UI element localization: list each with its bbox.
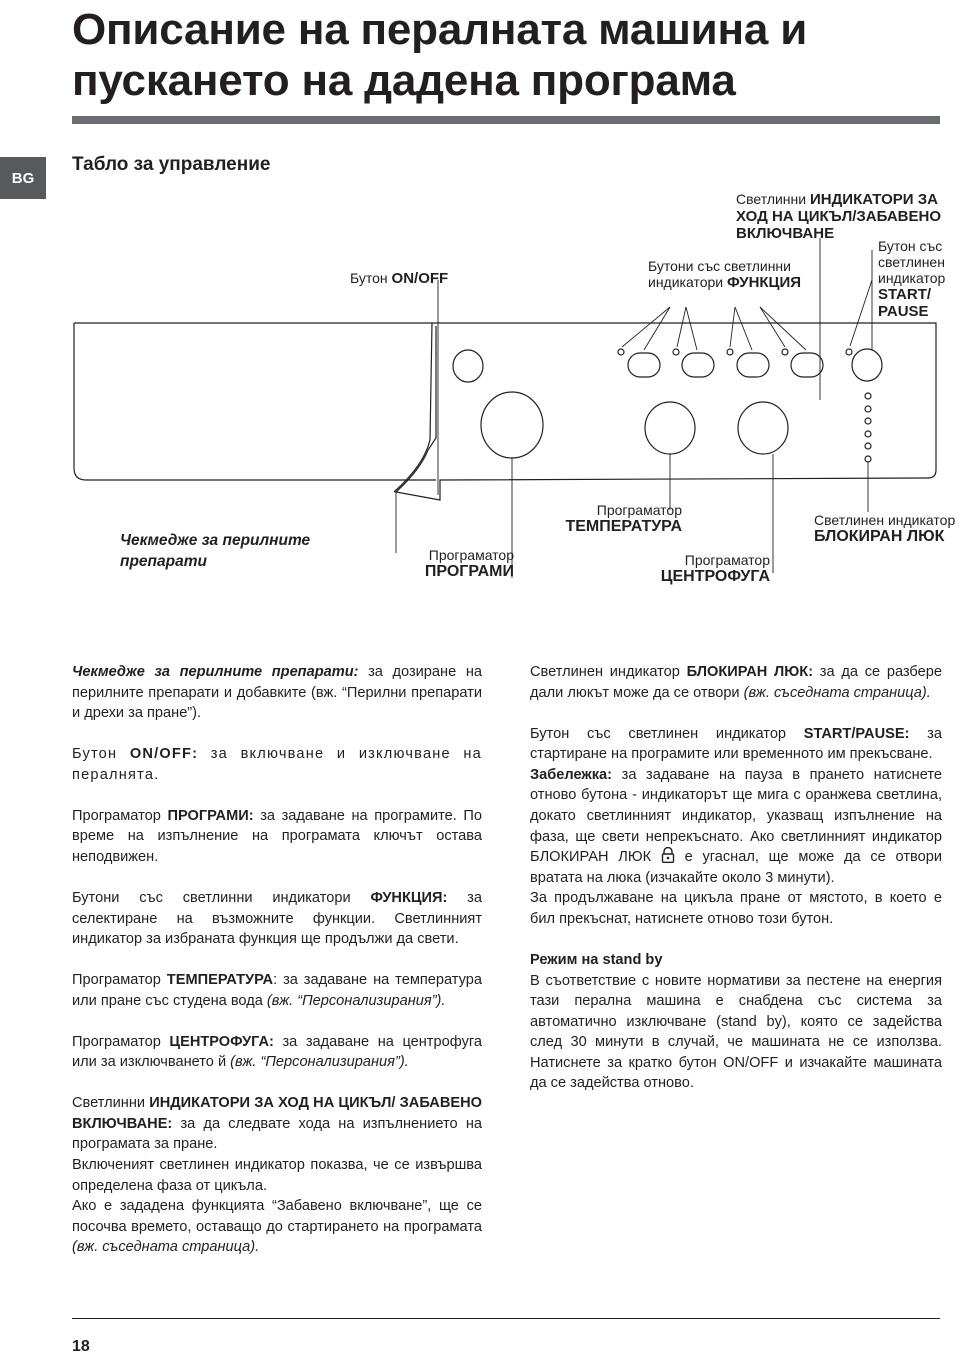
label-indicators: Светлинни ИНДИКАТОРИ ЗА ХОД НА ЦИКЪЛ/ЗАБАВЕНО ВКЛЮЧВАНЕ: [736, 191, 942, 242]
temperature-knob-shape: [645, 402, 695, 454]
paragraph-indicators: Светлинни ИНДИКАТОРИ ЗА ХОД НА ЦИКЪЛ/ ЗАБАВЕНО ВКЛЮЧВАНЕ: за да следвате хода на изпълнението на програмата за пране.: [72, 1095, 482, 1153]
paragraph-indicators-2: Включеният светлинен индикатор показва, че се извършва определена фаза от цикъла.: [72, 1157, 482, 1194]
paragraph-programs: Програматор ПРОГРАМИ: за задаване на програмите. По време на изпълнение на програмата ключът остава неподвижен.: [72, 807, 483, 865]
label-onoff: Бутон ON/OFF: [350, 270, 449, 287]
page-title: Описание на пералната машина и пускането на дадена програма: [72, 5, 808, 105]
paragraph-door-lock: Светлинен индикатор БЛОКИРАН ЛЮК: за да се разбере дали люкът може да се отвори (вж. съседната страница).: [530, 664, 942, 701]
spin-knob-shape: [738, 402, 788, 454]
standby-title: Режим на stand by: [530, 951, 663, 968]
panel-outline: [74, 323, 936, 500]
paragraph-indicators-3: Ако е зададена функцията “Забавено включване”, ще се посочва времето, оставащо до стартирането на програмата (вж. съседната страница).: [72, 1198, 482, 1256]
label-door-lock: Светлинен индикатор БЛОКИРАН ЛЮК: [814, 512, 956, 545]
paragraph-function: Бутони със светлинни индикатори ФУНКЦИЯ: за селектиране на възможните функции. Светлинният индикатор за избраната функция ще продължи да свети.: [72, 889, 482, 948]
paragraph-resume: За продължаване на цикъла пране от мястото, в което е бил прекъснат, натиснете отново този бутон.: [530, 890, 942, 927]
function-button-1: [628, 353, 660, 377]
programs-knob-shape: [481, 392, 543, 458]
paragraph-onoff: Бутон ON/OFF: за включване и изключване на пералнята.: [72, 746, 482, 783]
lock-icon: [661, 847, 675, 863]
label-spin: Програматор ЦЕНТРОФУГА: [660, 552, 770, 585]
label-function: Бутони със светлинни индикатори ФУНКЦИЯ: [648, 258, 802, 291]
language-tab: BG: [0, 157, 46, 199]
function-led-3: [727, 349, 733, 355]
paragraph-temperature: Програматор ТЕМПЕРАТУРА: за задаване на температура или пране със студена вода (вж. “Персонализирания”).: [72, 972, 482, 1009]
phase-led-2: [865, 406, 871, 412]
start-pause-button-shape: [852, 349, 882, 381]
function-led-2: [673, 349, 679, 355]
function-led-4: [782, 349, 788, 355]
paragraph-drawer: Чекмедже за перилните препарати: за дозиране на перилните препарати и добавките (вж. “Перилни препарати и дрехи за пране”).: [72, 664, 482, 722]
section-title: Табло за управление: [72, 154, 271, 175]
phase-led-1: [865, 393, 871, 399]
label-programs: Програматор ПРОГРАМИ: [424, 547, 514, 580]
paragraph-standby: В съответствие с новите нормативи за пестене на енергия тази перална машина е снабдена със система за автоматично изключване (stand by), която се задейства след 30 минути в случай, че машината не се използва. Натиснете за кратко бутон ON/OFF и изчакайте машината да се задейства отново.: [530, 972, 942, 1092]
page-number: 18: [72, 1338, 90, 1355]
label-start-pause: Бутон със светлинен индикатор START/ PAUSE: [878, 238, 946, 320]
panel-curve: [394, 323, 432, 492]
label-drawer: Чекмедже за перилните препарати: [120, 532, 311, 570]
footer-rule: [72, 1318, 940, 1319]
panel-left-edge: [74, 323, 436, 480]
function-button-2: [682, 353, 714, 377]
phase-led-4: [865, 431, 871, 437]
left-column: [72, 662, 482, 1258]
phase-led-3: [865, 418, 871, 424]
function-button-3: [737, 353, 769, 377]
start-pause-led: [846, 349, 852, 355]
paragraph-note: Забележка: за задаване на пауза в прането натиснете отново бутона - индикаторът ще мига с оранжева светлина, докато светлинният индикатор, указващ изпълнение на фаза, ще свети непрекъснато. Ако светлинният индикатор БЛОКИРАН ЛЮК е угаснал, ще може да се отвори вратата на люка (изчакайте около 3 минути).: [530, 766, 942, 886]
door-lock-led: [865, 456, 871, 462]
function-button-4: [791, 353, 823, 377]
right-column: [530, 662, 942, 1094]
paragraph-spin: Програматор ЦЕНТРОФУГА: за задаване на центрофуга или за изключването й (вж. “Персонализирания”).: [72, 1033, 482, 1071]
phase-led-5: [865, 443, 871, 449]
label-temperature: Програматор ТЕМПЕРАТУРА: [565, 502, 682, 535]
paragraph-start-pause: Бутон със светлинен индикатор START/PAUSE: за стартиране на програмите или временното им прекъсване.: [530, 725, 942, 763]
function-led-1: [618, 349, 624, 355]
onoff-button-shape: [453, 350, 483, 382]
control-panel-diagram: [0, 0, 960, 600]
